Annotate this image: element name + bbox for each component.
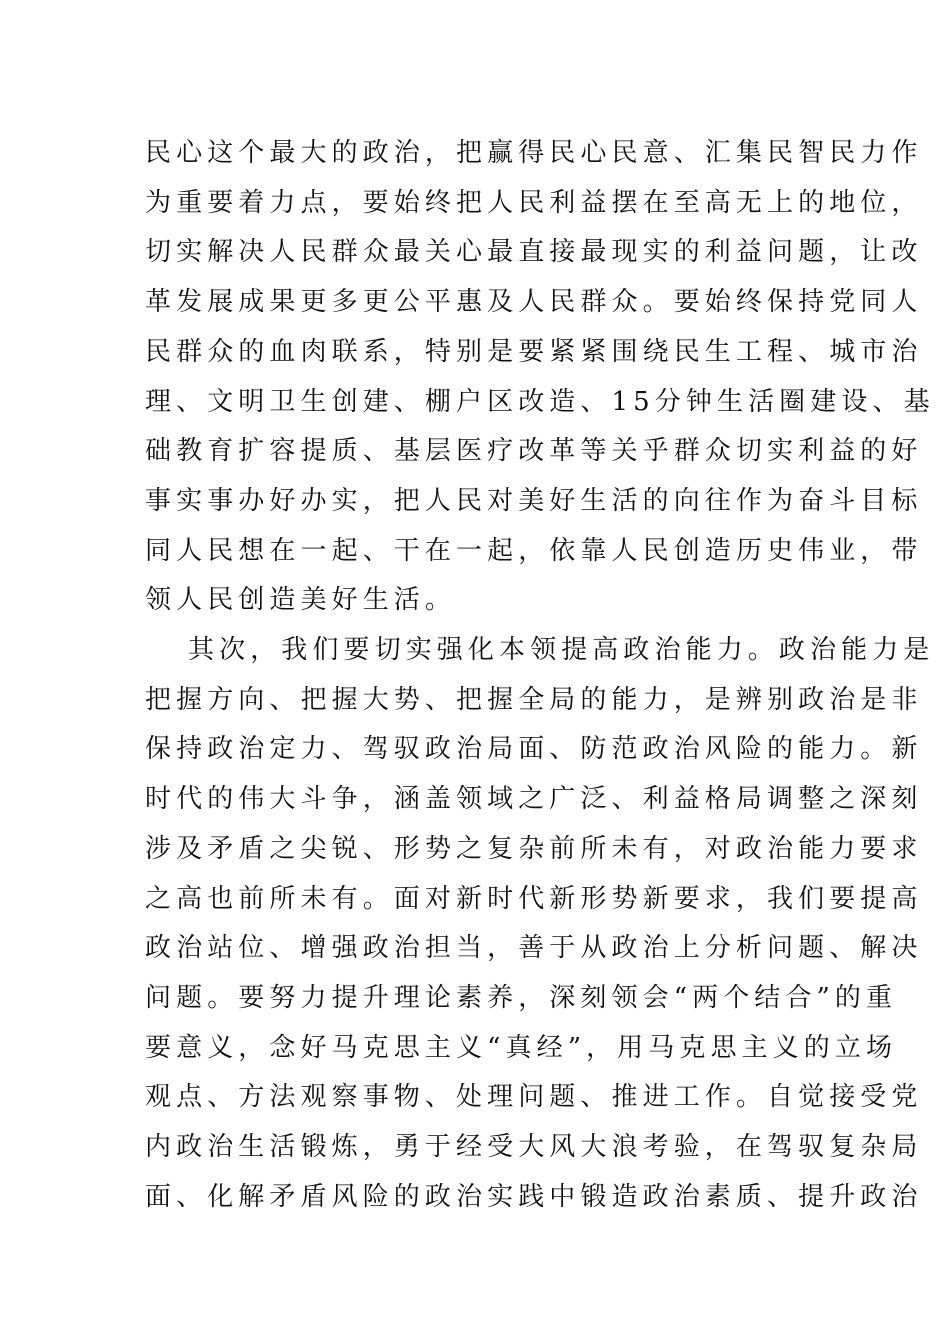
paragraph-1: [145, 129, 935, 626]
text-line: 同人民想在一起、干在一起，依靠人民创造历史伟业，带: [145, 535, 923, 566]
text-line: 为重要着力点，要始终把人民利益摆在至高无上的地位，: [145, 187, 923, 218]
text-line: 观点、方法观察事物、处理问题、推进工作。自觉接受党: [145, 1082, 923, 1113]
text-line: 之高也前所未有。面对新时代新形势新要求，我们要提高: [145, 883, 923, 914]
text-line: 切实解决人民群众最关心最直接最现实的利益问题，让改: [145, 237, 923, 268]
text-line: 民群众的血肉联系，特别是要紧紧围绕民生工程、城市治: [145, 336, 923, 367]
document-page: [145, 129, 935, 1222]
text-line: 民心这个最大的政治，把赢得民心民意、汇集民智民力作: [145, 138, 923, 168]
text-line-indented: 其次，我们要切实强化本领提高政治能力。政治能力是: [188, 635, 935, 666]
text-line: 础教育扩容提质、基层医疗改革等关乎群众切实利益的好: [145, 436, 923, 467]
text-line: 把握方向、把握大势、把握全局的能力，是辨别政治是非: [145, 684, 923, 715]
text-line: 内政治生活锻炼，勇于经受大风大浪考验，在驾驭复杂局: [145, 1132, 923, 1163]
text-line: 领人民创造美好生活。: [145, 585, 457, 616]
text-line: 时代的伟大斗争，涵盖领域之广泛、利益格局调整之深刻: [145, 784, 923, 815]
text-line: 问题。要努力提升理论素养，深刻领会“两个结合”的重: [145, 982, 898, 1013]
text-line: 革发展成果更多更公平惠及人民群众。要始终保持党同人: [145, 287, 923, 318]
text-line: 理、文明卫生创建、棚户区改造、15分钟生活圈建设、基: [145, 386, 935, 417]
text-line: 要意义，念好马克思主义“真经”，用马克思主义的立场: [145, 1032, 898, 1063]
text-line: 保持政治定力、驾驭政治局面、防范政治风险的能力。新: [145, 734, 923, 765]
text-line: 事实事办好办实，把人民对美好生活的向往作为奋斗目标: [145, 485, 923, 516]
text-line: 涉及矛盾之尖锐、形势之复杂前所未有，对政治能力要求: [145, 833, 923, 864]
text-line: 面、化解矛盾风险的政治实践中锻造政治素质、提升政治: [145, 1181, 923, 1212]
paragraph-2: [145, 626, 935, 1222]
text-line: 政治站位、增强政治担当，善于从政治上分析问题、解决: [145, 933, 923, 964]
